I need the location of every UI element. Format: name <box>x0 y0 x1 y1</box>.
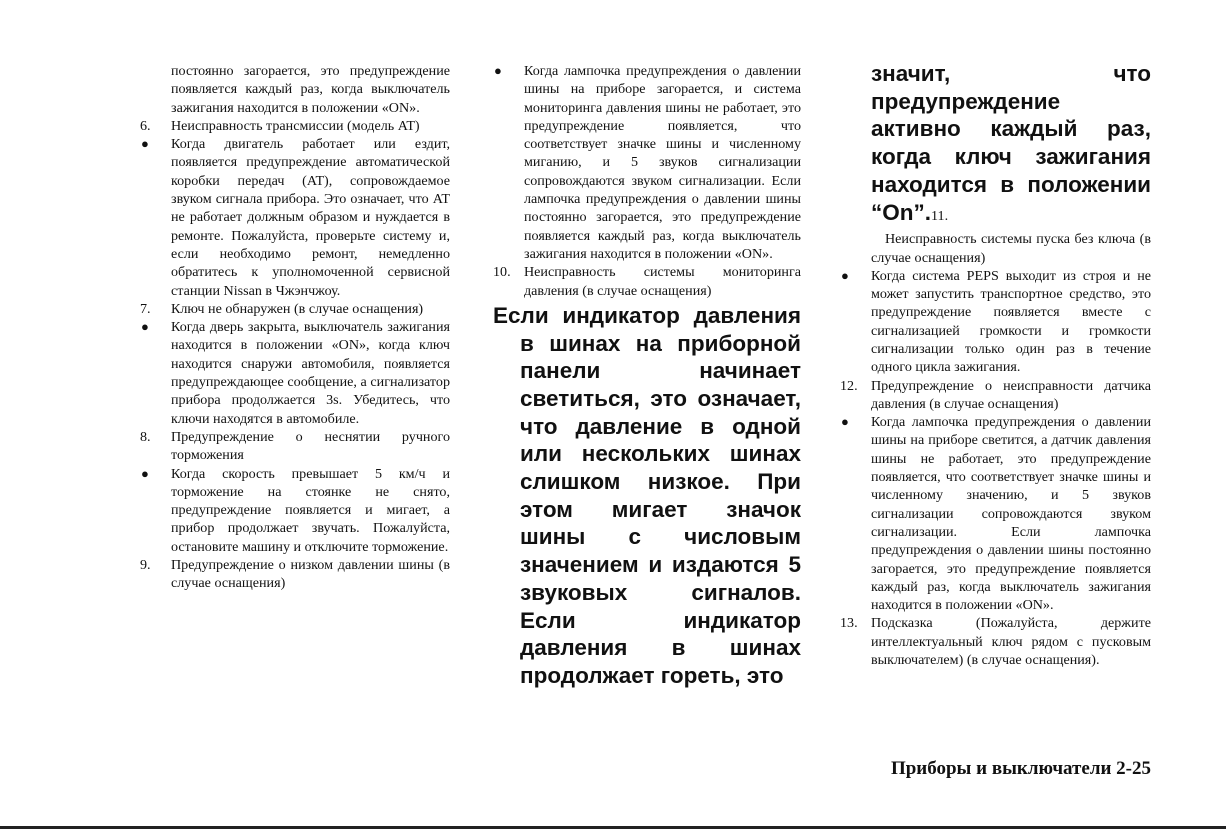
bullet-item <box>140 465 450 556</box>
text-column-left <box>140 62 450 593</box>
item-heading: Предупреждение о неисправности датчика давления (в случае оснащения) <box>871 377 1151 412</box>
bullet-text: Когда лампочка предупреждения о давлении шины на приборе светится, а датчик давления шины не работает, это предупреждение появляется, что соответствует значке шины и численному значению, и 5 звуков сигнализации сопровождаются звуком сигнализации. Если лампочка предупреждения о давлении шины постоянно загорается, это предупреждение появляется каждый раз, когда выключатель зажигания находится в положении «ON». <box>871 414 1151 614</box>
paragraph-continuation: постоянно загорается, это предупреждение появляется каждый раз, когда выключатель зажигания находится в положении «ON». <box>171 63 450 116</box>
bullet-icon: ● <box>841 414 849 430</box>
item-number: 13. <box>840 615 858 632</box>
highlighted-text: значит, что предупреждение активно каждый раз, когда ключ зажигания находится в положении “On”. <box>871 61 1151 225</box>
highlighted-paragraph-continuation <box>840 60 1151 230</box>
bullet-item <box>140 318 450 428</box>
bullet-icon: ● <box>141 136 149 152</box>
list-item-6 <box>140 117 450 135</box>
bullet-icon: ● <box>841 267 849 283</box>
item-number: 7. <box>140 300 151 317</box>
item-number: 11. <box>931 207 949 224</box>
bullet-icon: ● <box>141 319 149 335</box>
bullet-text: Когда двигатель работает или ездит, появляется предупреждение автоматической коробки передач (AT), сопровождаемое звуком сигнала прибора. Это означает, что AT не работает должным образом и нуждается в ремонте. Пожалуйста, проверьте систему и, если необходимо ремонт, немедленно обратитесь к уполномоченной сервисной станции Nissan в Чжэнчжоу. <box>171 136 450 299</box>
item-number: 12. <box>840 377 858 394</box>
list-item-11: Неисправность системы пуска без ключа (в случае оснащения) <box>871 231 1151 266</box>
item-heading: Неисправность трансмиссии (модель AT) <box>171 117 420 134</box>
highlighted-paragraph: Если индикатор давления в шинах на приборной панели начинает светиться, это означает, что давление в одной или нескольких шинах слишком низкое. При этом мигает значок шины с числовым значением и издаются 5 звуковых сигналов. Если индикатор давления в шинах продолжает гореть, это <box>493 302 801 688</box>
bullet-item <box>493 62 801 263</box>
item-number: 8. <box>140 428 151 445</box>
item-heading: Ключ не обнаружен (в случае оснащения) <box>171 300 424 317</box>
item-heading: Предупреждение о низком давлении шины (в случае оснащения) <box>171 557 450 592</box>
bullet-icon: ● <box>494 63 502 78</box>
bullet-icon: ● <box>141 465 149 481</box>
item-number: 9. <box>140 557 151 574</box>
bullet-item <box>840 267 1151 377</box>
bullet-text: Когда дверь закрыта, выключатель зажигания находится в положении «ON», когда ключ находится снаружи автомобиля, появляется предупреждающее сообщение, а сигнализатор прибора продолжается 3s. Убедитесь, что ключи находятся в автомобиле. <box>171 319 450 427</box>
page-footer: Приборы и выключатели 2-25 <box>890 758 1151 779</box>
list-item-7 <box>140 300 450 318</box>
list-item-10 <box>493 263 801 300</box>
bullet-text: Когда скорость превышает 5 км/ч и торможение на стоянке не снято, предупреждение появляется и мигает, а прибор продолжает звучать. Пожалуйста, остановите машину и отключите торможение. <box>171 465 450 555</box>
bullet-text: Когда система PEPS выходит из строя и не может запустить транспортное средство, это предупреждение появляется вместе с сигнализацией громкости и громкости сигнализации только один раз в течение одного цикла зажигания. <box>871 267 1151 376</box>
list-item-12 <box>840 377 1151 414</box>
item-heading: Неисправность системы мониторинга давления (в случае оснащения) <box>524 264 801 299</box>
list-item-13 <box>840 614 1151 669</box>
text-column-right <box>840 62 1151 669</box>
text-column-middle <box>493 62 801 690</box>
item-number: 10. <box>493 264 511 281</box>
bullet-item <box>140 135 450 300</box>
item-heading: Предупреждение о неснятии ручного торможения <box>171 428 450 464</box>
item-number: 6. <box>140 117 151 134</box>
list-item-8 <box>140 428 450 465</box>
bullet-item <box>840 413 1151 614</box>
bullet-text: Когда лампочка предупреждения о давлении шины на приборе загорается, и система мониторинга давления шины не работает, это предупреждение появляется, что соответствует значке шины и численному миганию, и 5 звуков сигнализации сопровождаются звуком сигнализации. Если лампочка предупреждения о давлении шины постоянно загорается, это предупреждение появляется каждый раз, когда выключатель зажигания находится в положении «ON». <box>524 63 801 262</box>
item-heading: Подсказка (Пожалуйста, держите интеллектуальный ключ рядом с пусковым выключателем) (в случае оснащения). <box>871 615 1151 669</box>
list-item-9 <box>140 556 450 593</box>
